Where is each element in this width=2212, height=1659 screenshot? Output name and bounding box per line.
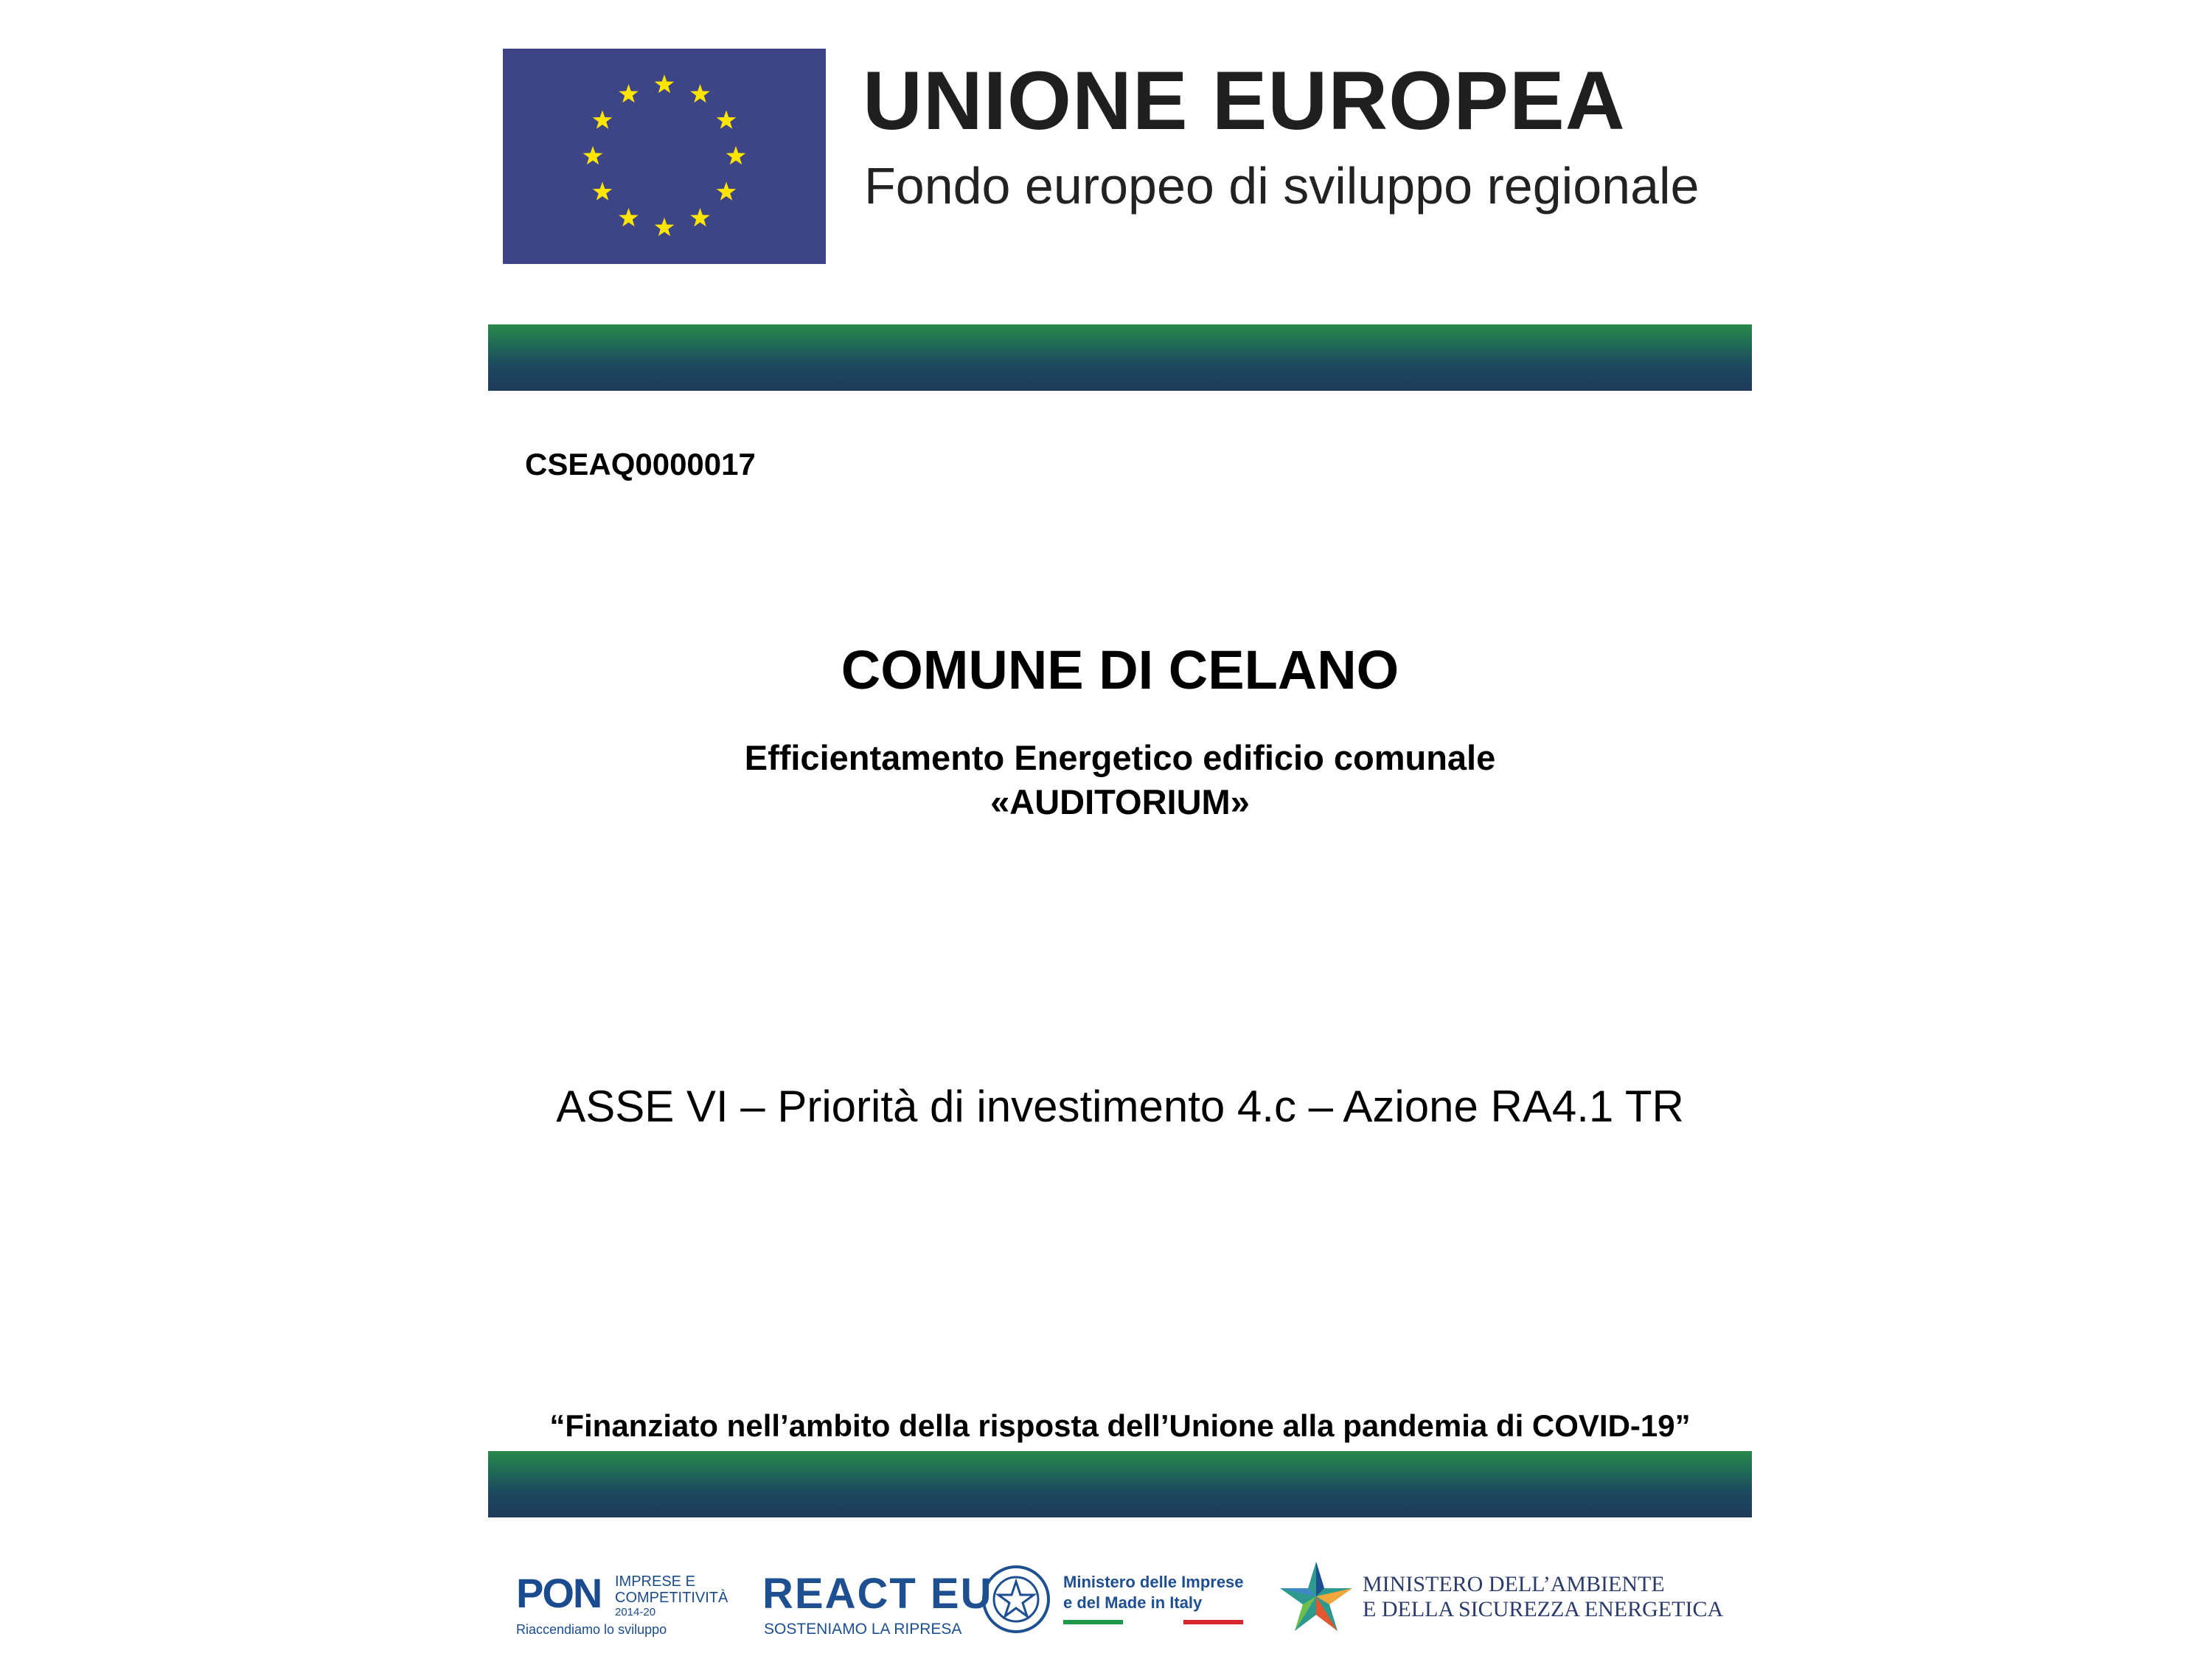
document-code: CSEAQ0000017 <box>525 447 756 481</box>
eu-subtitle: Fondo europeo di sviluppo regionale <box>864 157 1700 215</box>
pon-mark: PON <box>516 1570 602 1616</box>
italian-flag-bar <box>1063 1620 1243 1624</box>
funding-note: “Finanziato nell’ambito della risposta dell’Unione alla pandemia di COVID-19” <box>549 1408 1691 1443</box>
pon-program-name <box>615 1573 728 1606</box>
react-eu-logo <box>759 1563 993 1644</box>
pon-tagline: Riaccendiamo lo sviluppo <box>516 1622 667 1637</box>
react-eu-mark: REACT EU <box>762 1570 993 1618</box>
mimit-logo <box>981 1559 1261 1644</box>
mase-star-emblem-icon <box>1276 1556 1357 1637</box>
mimit-line1: Ministero delle Imprese <box>1063 1573 1244 1591</box>
mimit-line2: e del Made in Italy <box>1063 1593 1203 1612</box>
italian-republic-emblem-icon <box>981 1564 1051 1635</box>
project-building-name: «AUDITORIUM» <box>990 782 1250 821</box>
mase-logo <box>1276 1556 1733 1644</box>
header-divider-band <box>488 324 1752 391</box>
eu-flag-logo <box>503 49 826 264</box>
municipality-title: COMUNE DI CELANO <box>841 639 1399 700</box>
react-eu-tagline: SOSTENIAMO LA RIPRESA <box>764 1621 962 1638</box>
mase-line1: MINISTERO DELL’AMBIENTE <box>1363 1572 1665 1596</box>
pon-logo <box>516 1563 737 1644</box>
eu-stars-icon <box>503 49 826 264</box>
pon-line1: IMPRESE E <box>615 1573 695 1590</box>
mase-line2: E DELLA SICUREZZA ENERGETICA <box>1363 1597 1724 1621</box>
footer-divider-band <box>488 1451 1752 1517</box>
eu-title: UNIONE EUROPEA <box>863 55 1626 147</box>
pon-years: 2014-20 <box>615 1606 656 1618</box>
funding-axis-line: ASSE VI – Priorità di investimento 4.c – Azione RA4.1 TR <box>556 1082 1684 1131</box>
pon-line2: COMPETITIVITÀ <box>615 1590 728 1606</box>
project-title: Efficientamento Energetico edificio comunale <box>744 738 1496 777</box>
